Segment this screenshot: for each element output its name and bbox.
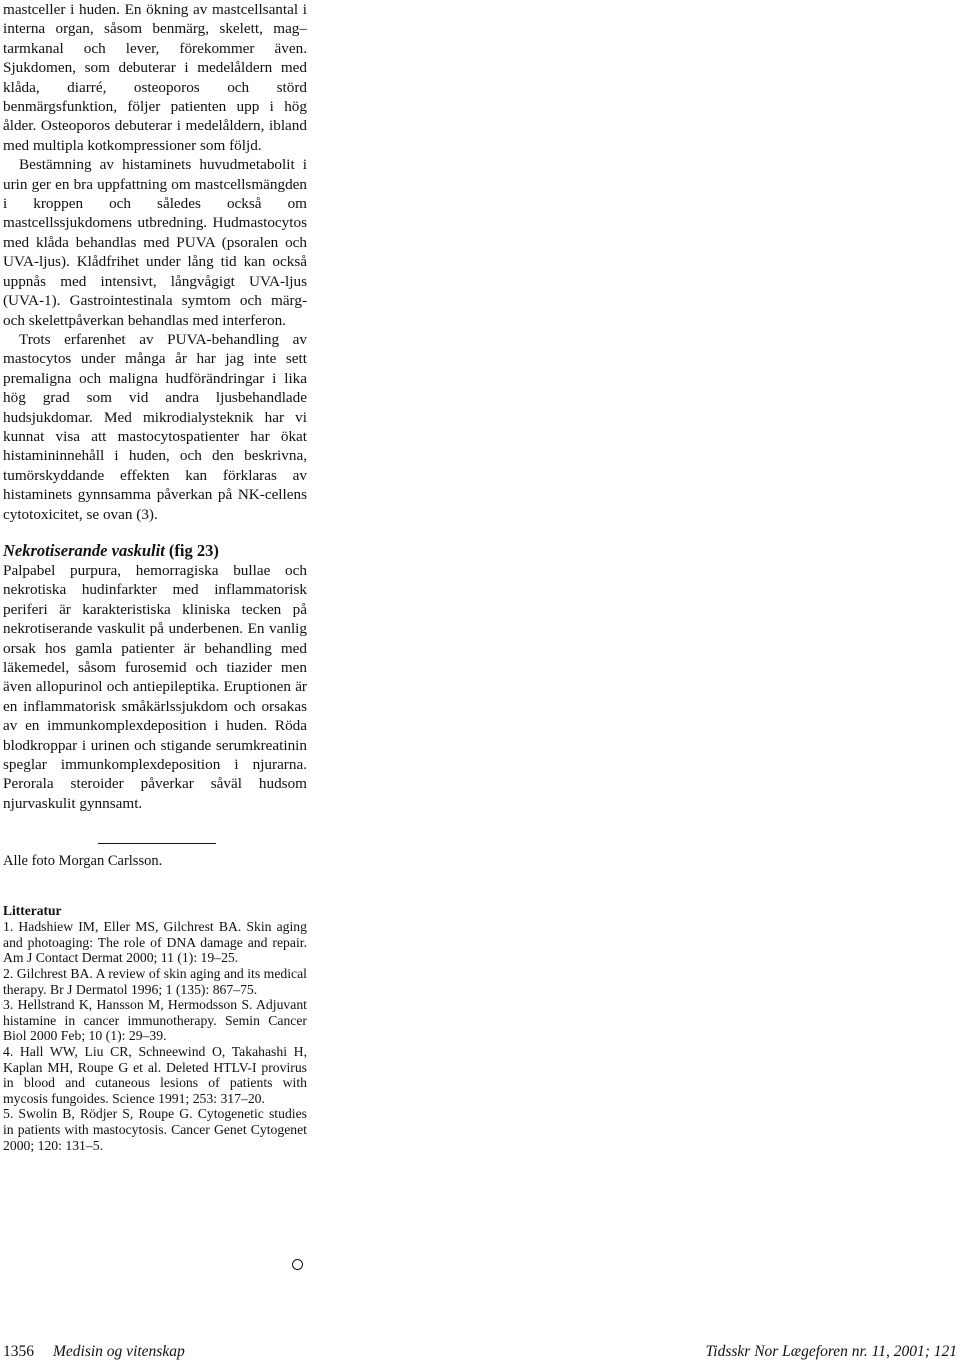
section-heading xyxy=(3,540,307,561)
page-footer xyxy=(3,1342,957,1364)
section-heading-title: Nekrotiserande vaskulit xyxy=(3,540,165,560)
footer-section-name: Medisin og vitenskap xyxy=(53,1343,185,1360)
reference-item: 3. Hellstrand K, Hansson M, Hermodsson S. Adjuvant histamine in cancer immunotherapy. Semin Cancer Biol 2000 Feb; 10 (1): 29–39. xyxy=(3,997,307,1044)
reference-item: 4. Hall WW, Liu CR, Schneewind O, Takahashi H, Kaplan MH, Roupe G et al. Deleted HTLV-I provirus in blood and cutaneous lesions of patients with mycosis fungoides. Science 1991; 253: 317–20. xyxy=(3,1044,307,1106)
body-paragraph-1: mastceller i huden. En ökning av mastcellsantal i interna organ, såsom benmärg, skelett, mag–tarmkanal och lever, förekommer även. Sjukdomen, som debuterar i medelåldern med klåda, diarré, osteoporos och störd benmärgsfunktion, följer patienten upp i hög ålder. Osteoporos debuterar i medelåldern, ibland med multipla kotkompressioner som följd. xyxy=(3,1,307,154)
article-column xyxy=(3,0,307,1153)
body-paragraph-3: Trots erfarenhet av PUVA-behandling av mastocytos under många år har jag inte sett premaligna och maligna hudförändringar i lika hög grad som vid andra ljusbehandlade hudsjukdomar. Med mikrodialysteknik har vi kunnat visa att mastocytospatienter har ökat histamininnehåll i huden, och den beskrivna, tumörskyddande effekten kan förklaras av histaminets gynnsamma påverkan på NK-cellens cytotoxicitet, se ovan (3). xyxy=(3,330,307,523)
section-paragraph: Palpabel purpura, hemorragiska bullae och nekrotiska hudinfarkter med inflammatorisk periferi är karakteristiska kliniska tecken på nekrotiserande vaskulit på underbenen. En vanlig orsak hos gamla patienter är behandling med läkemedel, såsom furosemid och tiazider men även allopurinol och antiepileptika. Eruptionen är en inflammatorisk småkärlssjukdom och orsakas av en immunkomplexdeposition i huden. Röda blodkroppar i urinen och stigande serumkreatinin speglar immunkomplexdeposition i njurarna. Perorala steroider påverkar såväl hudsom njurvaskulit gynnsamt. xyxy=(3,561,307,812)
footer-journal-citation: Tidsskr Nor Lægeforen nr. 11, 2001; 121 xyxy=(705,1343,957,1360)
end-of-article-circle-icon xyxy=(292,1259,303,1270)
page-number: 1356 xyxy=(3,1343,34,1360)
body-paragraph-2: Bestämning av histaminets huvudmetabolit i urin ger en bra uppfattning om mastcellsmängden i kroppen och således också om mastcellssjukdomens utbredning. Hudmastocytos med klåda behandlas med PUVA (psoralen och UVA-ljus). Klådfrihet under lång tid kan också uppnås med intensivt, långvågigt UVA-ljus (UVA-1). Gastrointestinala symtom och märg- och skelettpåverkan behandlas med interferon. xyxy=(3,156,307,329)
photo-credit: Alle foto Morgan Carlsson. xyxy=(3,853,163,870)
separator-rule xyxy=(98,843,216,844)
section-heading-figure-ref: (fig 23) xyxy=(164,540,219,560)
literature-heading: Litteratur xyxy=(3,903,62,919)
reference-item: 5. Swolin B, Rödjer S, Roupe G. Cytogenetic studies in patients with mastocytosis. Cancer Genet Cytogenet 2000; 120: 131–5. xyxy=(3,1106,307,1153)
reference-item: 2. Gilchrest BA. A review of skin aging and its medical therapy. Br J Dermatol 1996; 1 (135): 867–75. xyxy=(3,966,307,997)
reference-item: 1. Hadshiew IM, Eller MS, Gilchrest BA. Skin aging and photoaging: The role of DNA damage and repair. Am J Contact Dermat 2000; 11 (1): 19–25. xyxy=(3,919,307,966)
